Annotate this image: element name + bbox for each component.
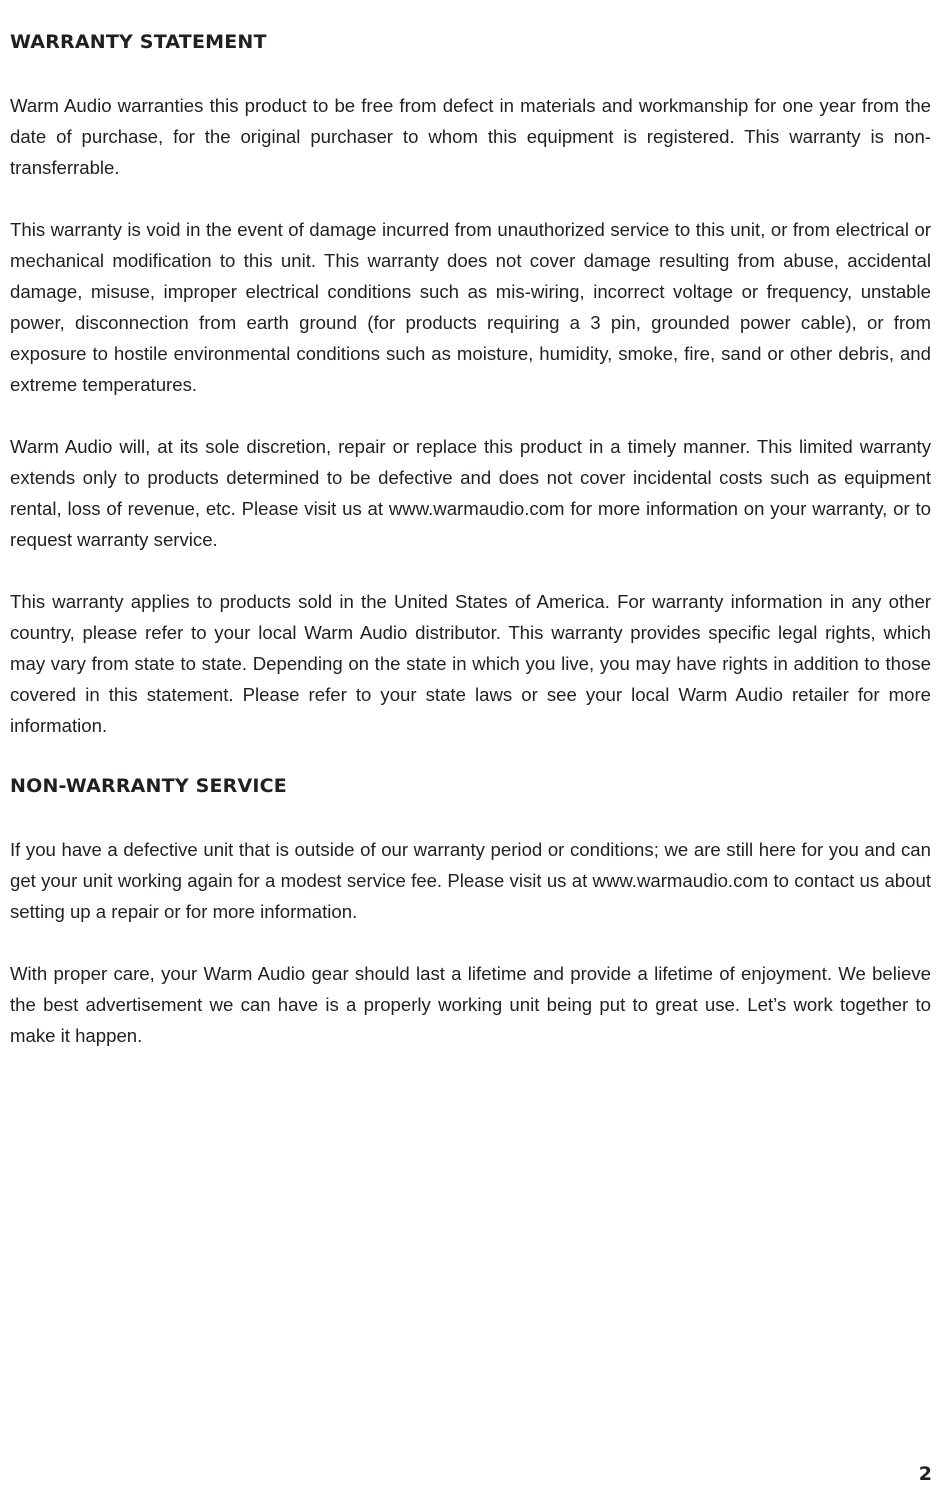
warranty-statement-heading: WARRANTY STATEMENT [10, 31, 267, 53]
non-warranty-service-heading: NON-WARRANTY SERVICE [10, 775, 287, 797]
page-number: 2 [918, 1463, 932, 1485]
non-warranty-repair-paragraph: If you have a defective unit that is outside of our warranty period or conditions; we are still here for you and can get your unit working again for a modest service fee. Please visit us at www.warmaudio.com to contact us about setting up a repair or for more information. [10, 839, 931, 922]
document-page [10, 28, 931, 1082]
warranty-statement-section [10, 28, 931, 741]
warranty-repair-paragraph: Warm Audio will, at its sole discretion, repair or replace this product in a timely manner. This limited warranty extends only to products determined to be defective and does not cover incidental costs such as equipment rental, loss of revenue, etc. Please visit us at www.warmaudio.com for more information on your warranty, or to request warranty service. [10, 436, 931, 550]
warranty-void-paragraph: This warranty is void in the event of damage incurred from unauthorized service to this unit, or from electrical or mechanical modification to this unit. This warranty does not cover damage resulting from abuse, accidental damage, misuse, improper electrical conditions such as mis-wiring, incorrect voltage or frequency, unstable power, disconnection from earth ground (for products requiring a 3 pin, grounded power cable), or from exposure to hostile environmental conditions such as moisture, humidity, smoke, fire, sand or other debris, and extreme temperatures. [10, 219, 931, 395]
non-warranty-service-section [10, 772, 931, 1051]
warranty-coverage-paragraph: Warm Audio warranties this product to be free from defect in materials and workmanship for one year from the date of purchase, for the original purchaser to whom this equipment is registered. This warranty is non-transferrable. [10, 95, 931, 178]
warranty-jurisdiction-paragraph: This warranty applies to products sold in the United States of America. For warranty information in any other country, please refer to your local Warm Audio distributor. This warranty provides specific legal rights, which may vary from state to state. Depending on the state in which you live, you may have rights in addition to those covered in this statement. Please refer to your state laws or see your local Warm Audio retailer for more information. [10, 591, 931, 736]
proper-care-paragraph: With proper care, your Warm Audio gear should last a lifetime and provide a lifetime of enjoyment. We believe the best advertisement we can have is a properly working unit being put to great use. Let’s work together to make it happen. [10, 963, 931, 1046]
